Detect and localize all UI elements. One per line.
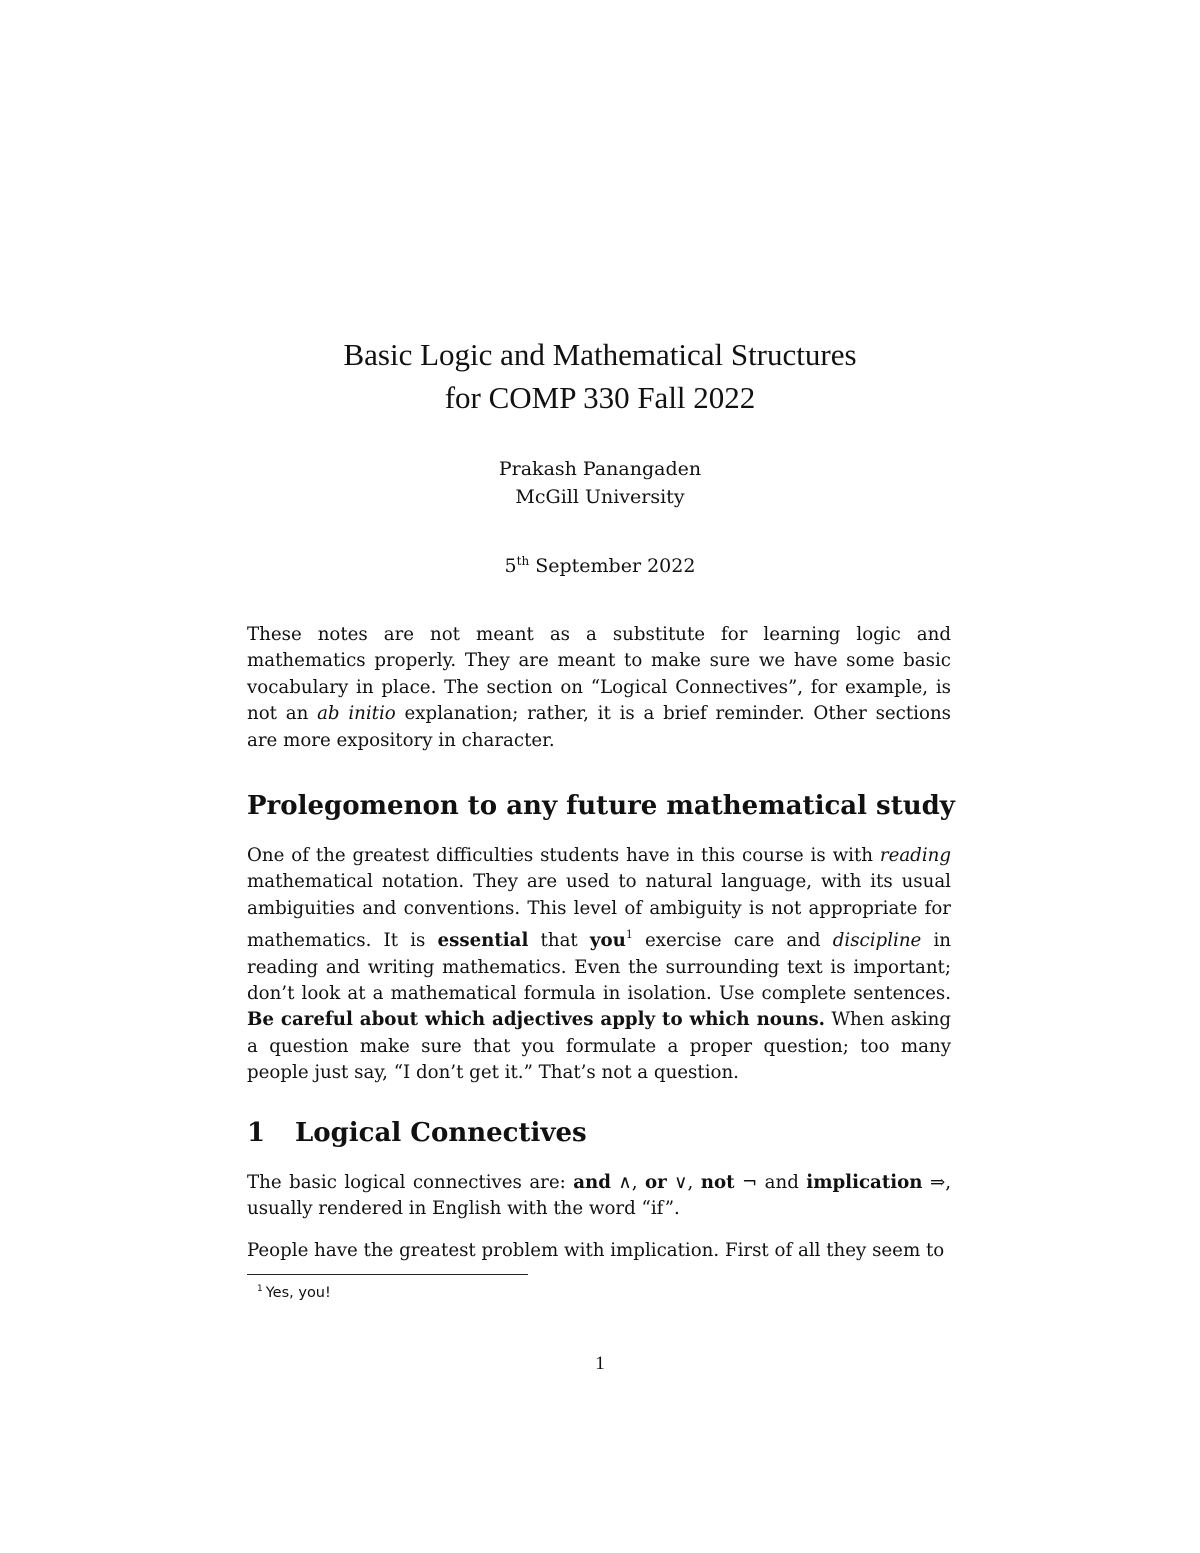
- title-line-1: Basic Logic and Mathematical Structures: [343, 337, 857, 372]
- abstract-text-2: explanation; rather, it is a brief reminder. Other sections are more expository in character.: [247, 703, 951, 751]
- prolegomenon-heading: Prolegomenon to any future mathematical study: [247, 791, 955, 821]
- section-number: 1: [247, 1118, 266, 1148]
- document-title: [0, 333, 1200, 419]
- section-title: Logical Connectives: [295, 1118, 587, 1148]
- section-1-heading: [247, 1116, 967, 1150]
- prolog-text-b: mathematical notation. They are used to natural language, with its usual ambiguities and conventions. This level of ambiguity is not appropriate for mathematics. It is: [247, 871, 951, 952]
- title-line-2: for COMP 330 Fall 2022: [444, 380, 756, 415]
- footnote-divider: [247, 1274, 528, 1275]
- date-day: 5: [504, 555, 517, 577]
- document-date: [0, 547, 1200, 580]
- connective-implication: implication: [806, 1172, 923, 1193]
- date-suffix: th: [516, 554, 530, 568]
- prolog-italic-discipline: discipline: [832, 930, 922, 952]
- author-name: Prakash Panangaden: [498, 458, 702, 480]
- footnote-text: Yes, you!: [265, 1285, 331, 1301]
- prolog-italic-reading: reading: [879, 845, 951, 866]
- prolog-text-c: that: [528, 930, 590, 952]
- connective-or: or: [644, 1172, 667, 1193]
- date-rest: September 2022: [529, 555, 696, 577]
- or-symbol: ∨,: [666, 1172, 701, 1193]
- connectives-text-a: The basic logical connectives are:: [247, 1172, 574, 1193]
- prolog-text-d: exercise care and: [632, 930, 833, 952]
- connective-not: not: [700, 1172, 735, 1193]
- abstract-italic-ab-initio: ab initio: [317, 703, 396, 725]
- implication-paragraph: People have the greatest problem with implication. First of all they seem to: [247, 1240, 945, 1261]
- author-affiliation: McGill University: [515, 486, 685, 508]
- page-number: 1: [595, 1353, 605, 1374]
- connectives-paragraph: [247, 1170, 951, 1223]
- abstract-text-1: These notes are not meant as a substitute for learning logic and mathematics properly. They are meant to make sure we have some basic vocabulary in place. The section on “Logical Connectives”, for example, is not an: [247, 624, 951, 725]
- prolegomenon-paragraph: [247, 843, 951, 1087]
- implication-symbol: ⇒,: [922, 1172, 951, 1193]
- prolog-bold-you: you: [589, 930, 626, 952]
- not-symbol: ¬ and: [734, 1172, 807, 1193]
- and-symbol: ∧,: [610, 1172, 645, 1193]
- prolog-text-f: When asking a question make sure that you formulate a proper question; too many people just say, “I don’t get it.” That’s not a question.: [247, 1009, 952, 1084]
- footnote-reference[interactable]: 1: [625, 928, 633, 942]
- connectives-text-b: usually rendered in English with the word “if”.: [247, 1198, 680, 1220]
- connective-and: and: [573, 1172, 611, 1193]
- footnote: [247, 1279, 747, 1303]
- prolog-text-e: in reading and writing mathematics. Even the surrounding text is important; don’t look at a mathematical formula in isolation. Use complete sentences.: [247, 930, 952, 1005]
- prolog-bold-essential: essential: [437, 930, 529, 952]
- footnote-mark: 1: [257, 1284, 263, 1294]
- prolog-bold-adjectives: Be careful about which adjectives apply to which nouns.: [247, 1009, 825, 1031]
- prolog-text-a: One of the greatest difficulties students have in this course is with: [247, 845, 880, 866]
- author-block: [0, 455, 1200, 511]
- abstract-paragraph: [247, 622, 951, 754]
